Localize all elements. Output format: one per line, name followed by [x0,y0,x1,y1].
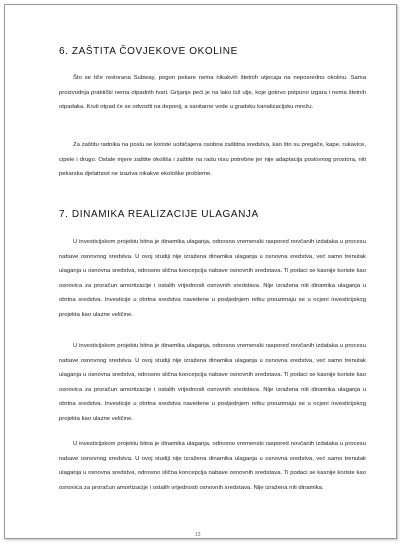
document-page [4,4,397,539]
paragraph: U investicijskom projektu bitna je dinamika ulaganja, odnosno vremenski raspored novčanih izdataka u procesu nabave osnovnog sredstva. U ovoj studiji nije izražena dinamika ulaganja u osnovna sredstva, već samo trenutak ulaganja u osnovna sredstva, odnosno slična koncepcija nabave osnovnih sredstava. Ti podaci se kasnije koriste kao osnovica za proračun amortizacije i ostalih vrijednosti osnovnih sredstava. Nije izražena niti dinamika ulaganja u obrtna sredstva. Investicije u obrtna sredstva navedene u posljednjem retku preuzimaju se u ocjeni investicijskog projekta kao ulazne veličine. [59,239,366,318]
section-heading-environment: 6. ZAŠTITA ČOVJEKOVE OKOLINE [59,46,238,57]
page-number: 13 [195,532,201,538]
section-heading-investment-dynamics: 7. DINAMIKA REALIZACIJE ULAGANJA [59,209,259,220]
paragraph: Za zaštitu radnika na poslu se koriste uobičajena osobna zaštitna sredstva, kao što su pregače, kape, rukavice, cipele i drugo. Ostale mjere zaštite okoliša i zaštite na radu nisu potrebne jer nije adaptacija poslovnog prostora, niti pekarska djelatnost ne izaziva nikakve ekološke probleme. [59,142,366,177]
paragraph: Što se tiče restorana Subway, pogon pekare nema nikakvih štetnih utjecaja na neposrednu okolinu. Sama proizvodnja praktički nema otpadnih tvari. Grijanje peći je na lako lož ulje, koje gotovo potpuno izgara i nema štetnih otpadaka. Kruti otpad će se odvoziti na deponij, a sanitarne vode u gradsku kanalizacijsku mrežu. [59,75,366,110]
paragraph: U investicijskom projektu bitna je dinamika ulaganja, odnosno vremenski raspored novčanih izdataka u procesu nabave osnovnog sredstva. U ovoj studiji nije izražena dinamika ulaganja u osnovna sredstva, već samo trenutak ulaganja u osnovna sredstva, odnosno slična koncepcija nabave osnovnih sredstava. Ti podaci se kasnije koriste kao osnovica za proračun amortizacije i ostalih vrijednosti osnovnih sredstava. Nije izražena niti dinamika ulaganja u obrtna sredstva. Investicije u obrtna sredstva navedene u posljednjem retku preuzimaju se u ocjeni investicijskog projekta kao ulazne veličine. [59,343,366,422]
paragraph: U investicijskom projektu bitna je dinamika ulaganja, odnosno vremenski raspored novčanih izdataka u procesu nabave osnovnog sredstva. U ovoj studiji nije izražena dinamika ulaganja u osnovna sredstva, već samo trenutak ulaganja u osnovna sredstva, odnosno slična koncepcija nabave osnovnih sredstava. Ti podaci se kasnije koriste kao osnovica za proračun amortizacije i ostalih vrijednosti osnovnih sredstava. Nije izražena niti dinamika. [59,441,366,491]
